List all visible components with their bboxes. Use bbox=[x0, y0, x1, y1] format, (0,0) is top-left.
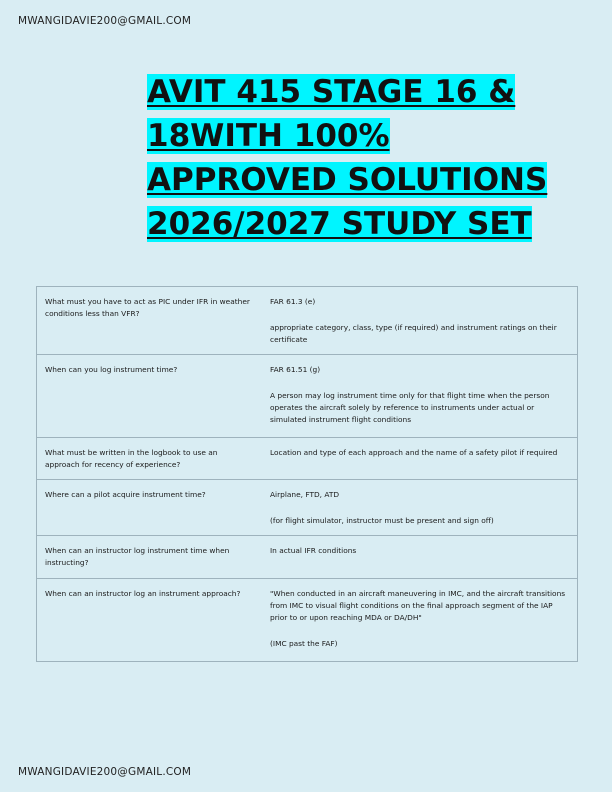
table-row bbox=[37, 287, 577, 355]
answer-text: (for flight simulator, instructor must be present and sign off) bbox=[270, 516, 494, 525]
table-row bbox=[37, 438, 577, 480]
title-line-4: 2026/2027 STUDY SET bbox=[147, 206, 532, 242]
document-title bbox=[147, 70, 577, 246]
question-cell: When can an instructor log an instrument approach? bbox=[45, 589, 241, 598]
answer-text: A person may log instrument time only for that flight time when the person operates the aircraft solely by reference to instruments under actual or simulated instrument flight conditions bbox=[270, 391, 550, 424]
header-email: MWANGIDAVIE200@GMAIL.COM bbox=[18, 15, 192, 27]
answer-text: appropriate category, class, type (if required) and instrument ratings on their certificate bbox=[270, 323, 557, 344]
answer-cell bbox=[262, 480, 577, 535]
title-line-3: APPROVED SOLUTIONS bbox=[147, 162, 548, 198]
question-cell: What must be written in the logbook to use an approach for recency of experience? bbox=[45, 448, 218, 469]
footer-email: MWANGIDAVIE200@GMAIL.COM bbox=[18, 766, 192, 778]
answer-text: FAR 61.3 (e) bbox=[270, 297, 316, 306]
title-line-1: AVIT 415 STAGE 16 & bbox=[147, 74, 516, 110]
question-cell: What must you have to act as PIC under IFR in weather conditions less than VFR? bbox=[45, 297, 250, 318]
answer-text: "When conducted in an aircraft maneuvering in IMC, and the aircraft transitions from IMC to visual flight conditions on the final approach segment of the IAP prior to or upon reaching MDA or DA/DH" bbox=[270, 589, 566, 622]
answer-cell bbox=[262, 438, 577, 479]
answer-text: FAR 61.51 (g) bbox=[270, 365, 321, 374]
table-row bbox=[37, 579, 577, 661]
table-row bbox=[37, 355, 577, 438]
table-row bbox=[37, 536, 577, 579]
question-cell: When can you log instrument time? bbox=[45, 365, 178, 374]
answer-text: In actual IFR conditions bbox=[270, 546, 357, 555]
answer-text: Airplane, FTD, ATD bbox=[270, 490, 340, 499]
table-row bbox=[37, 480, 577, 536]
answer-cell bbox=[262, 579, 577, 661]
answer-cell bbox=[262, 355, 577, 437]
answer-cell bbox=[262, 536, 577, 578]
qa-table bbox=[36, 286, 578, 662]
title-line-2: 18WITH 100% bbox=[147, 118, 390, 154]
answer-text: Location and type of each approach and the name of a safety pilot if required bbox=[270, 448, 558, 457]
question-cell: Where can a pilot acquire instrument time? bbox=[45, 490, 206, 499]
question-cell: When can an instructor log instrument time when instructing? bbox=[45, 546, 230, 567]
answer-text: (IMC past the FAF) bbox=[270, 639, 338, 648]
answer-cell bbox=[262, 287, 577, 354]
